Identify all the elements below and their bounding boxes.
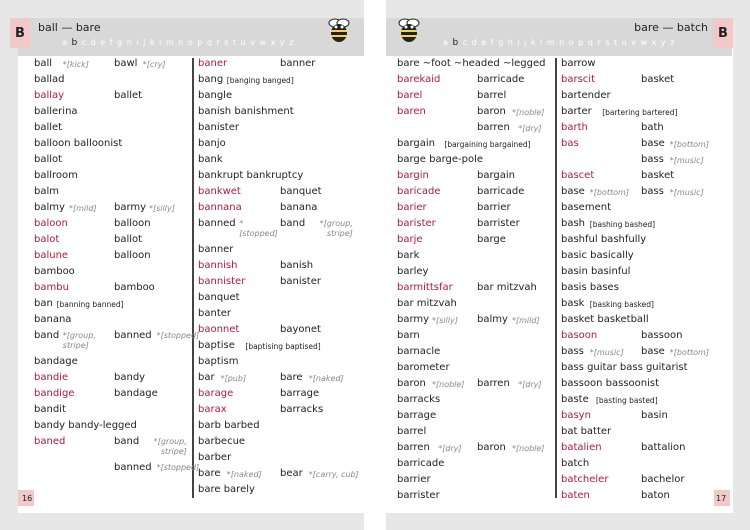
headword: barrister xyxy=(397,490,440,501)
left-guide-words: ball — bare xyxy=(38,21,101,34)
alphabet-current: b xyxy=(71,38,79,48)
headword: bassoon bassoonist xyxy=(561,378,660,389)
left-letter-tab: B xyxy=(10,18,30,48)
meaning-note: *[carry, cub] xyxy=(308,470,359,479)
correct-spelling: band xyxy=(280,218,306,229)
meaning-note: *[group, stripe] xyxy=(153,437,187,456)
headword: barter xyxy=(561,106,592,117)
headword: banister xyxy=(198,122,239,133)
correct-spelling: banned xyxy=(114,462,152,473)
misspelling: barel xyxy=(397,90,423,101)
correct-spelling: barge xyxy=(477,234,506,245)
headword: bang xyxy=(198,74,224,85)
headword: ballet xyxy=(34,122,63,133)
correct-spelling: baton xyxy=(641,490,670,501)
misspelling: batcheler xyxy=(561,474,609,485)
headword: bashful bashfully xyxy=(561,234,647,245)
headword: bankrupt bankruptcy xyxy=(198,170,304,181)
headword: baste xyxy=(561,394,589,405)
headword: bark xyxy=(397,250,420,261)
misspelling: bankwet xyxy=(198,186,241,197)
headword: baptise xyxy=(198,340,235,351)
headword: barn xyxy=(397,330,420,341)
correct-spelling: bawl xyxy=(114,58,138,69)
meaning-note: *[mild] xyxy=(69,204,97,213)
correct-spelling: basket xyxy=(641,170,675,181)
misspelling: balune xyxy=(34,250,69,261)
correct-spelling: banquet xyxy=(280,186,322,197)
correct-spelling: balmy xyxy=(477,314,508,325)
headword: barrel xyxy=(397,426,427,437)
meaning-note: *[dry] xyxy=(438,444,462,453)
misspelling: barier xyxy=(397,202,427,213)
meaning-note: *[dry] xyxy=(518,124,542,133)
misspelling: basyn xyxy=(561,410,591,421)
misspelling: bambu xyxy=(34,282,69,293)
headword: barometer xyxy=(397,362,450,373)
headword: banter xyxy=(198,308,231,319)
headword: ballroom xyxy=(34,170,78,181)
headword: baptism xyxy=(198,356,239,367)
headword: bare ~foot ~headed ~legged xyxy=(397,58,546,69)
meaning-note: *[naked] xyxy=(308,374,344,383)
headword: barge barge-pole xyxy=(397,154,484,165)
alphabet-after: c d e f g h i j k l m n o p q r s t u v w x y z xyxy=(81,38,295,47)
meaning-note: *[music] xyxy=(669,156,704,165)
correct-spelling: battalion xyxy=(641,442,686,453)
misspelling: barekaid xyxy=(397,74,441,85)
right-alphabet-strip xyxy=(443,38,675,48)
correct-spelling: banned xyxy=(114,330,152,341)
headword: barb barbed xyxy=(198,420,260,431)
correct-spelling: ballot xyxy=(114,234,143,245)
meaning-note: *[stopped] xyxy=(156,463,200,472)
right-letter-tab: B xyxy=(713,18,733,48)
headword: balm xyxy=(34,186,59,197)
headword: barber xyxy=(198,452,232,463)
correct-spelling: banner xyxy=(280,58,316,69)
misspelling: balot xyxy=(34,234,60,245)
left-page-number: 16 xyxy=(22,494,33,503)
misspelling: barje xyxy=(397,234,423,245)
headword: bare barely xyxy=(198,484,255,495)
correct-spelling: ballet xyxy=(114,90,143,101)
correct-spelling: bachelor xyxy=(641,474,685,485)
misspelling: bandige xyxy=(34,388,75,399)
correct-spelling: baron xyxy=(477,106,506,117)
correct-spelling: basket xyxy=(641,74,675,85)
misspelling: bas xyxy=(561,138,579,149)
inflection-note: [baptising baptised] xyxy=(245,342,321,351)
headword: ballerina xyxy=(34,106,78,117)
headword: ban xyxy=(34,298,53,309)
misspelling: barax xyxy=(198,404,227,415)
inflection-note: [banning banned] xyxy=(56,300,124,309)
bee-icon xyxy=(325,15,353,45)
meaning-note: *[pub] xyxy=(220,374,247,383)
correct-spelling: bass xyxy=(641,186,664,197)
headword: bar mitzvah xyxy=(397,298,457,309)
misspelling: barmittsfar xyxy=(397,282,453,293)
misspelling: ballay xyxy=(34,90,65,101)
correct-spelling: bassoon xyxy=(641,330,683,341)
misspelling: batalien xyxy=(561,442,602,453)
column-divider xyxy=(192,58,194,498)
misspelling: baner xyxy=(198,58,228,69)
misspelling: baten xyxy=(561,490,590,501)
word-column-1 xyxy=(34,58,200,498)
alphabet-before: a xyxy=(62,38,68,47)
correct-spelling: barrage xyxy=(280,388,320,399)
correct-spelling: baron xyxy=(477,442,506,453)
headword: ballad xyxy=(34,74,65,85)
headword: bandy bandy-legged xyxy=(34,420,137,431)
headword: banquet xyxy=(198,292,240,303)
meaning-note: *[stopped] xyxy=(156,331,200,340)
correct-spelling: bear xyxy=(280,468,303,479)
meaning-note: *[stopped] xyxy=(239,219,278,238)
inflection-note: [bashing bashed] xyxy=(589,220,656,229)
headword: barrier xyxy=(397,474,431,485)
right-guide-words: bare — batch xyxy=(634,21,708,34)
headword: basement xyxy=(561,202,611,213)
meaning-note: *[noble] xyxy=(432,380,465,389)
headword: baron xyxy=(397,378,426,389)
misspelling: bannish xyxy=(198,260,238,271)
headword: bask xyxy=(561,298,585,309)
headword: barbecue xyxy=(198,436,246,447)
word-column-4 xyxy=(561,58,711,501)
misspelling: barscit xyxy=(561,74,595,85)
headword: ball xyxy=(34,58,53,69)
headword: base xyxy=(561,186,585,197)
headword: balloon balloonist xyxy=(34,138,123,149)
meaning-note: *[noble] xyxy=(512,108,545,117)
headword: barren xyxy=(397,442,430,453)
headword: basin basinful xyxy=(561,266,631,277)
misspelling: barth xyxy=(561,122,588,133)
inflection-note: [banging banged] xyxy=(226,76,294,85)
correct-spelling: banana xyxy=(280,202,318,213)
meaning-note: *[bottom] xyxy=(589,188,629,197)
meaning-note: *[group, stripe] xyxy=(62,331,96,350)
correct-spelling: balloon xyxy=(114,218,151,229)
misspelling: baonnet xyxy=(198,324,240,335)
meaning-note: *[music] xyxy=(669,188,704,197)
misspelling: bannana xyxy=(198,202,242,213)
meaning-note: *[noble] xyxy=(512,444,545,453)
headword: barmy xyxy=(397,314,430,325)
headword: bass xyxy=(561,346,584,357)
alphabet-before: a xyxy=(443,38,449,47)
headword: barley xyxy=(397,266,429,277)
headword: bar xyxy=(198,372,215,383)
misspelling: barage xyxy=(198,388,234,399)
correct-spelling: bath xyxy=(641,122,664,133)
word-column-2 xyxy=(198,58,362,498)
inflection-note: [basking basked] xyxy=(589,300,654,309)
meaning-note: *[dry] xyxy=(518,380,542,389)
left-alphabet-strip xyxy=(62,38,294,48)
headword: basis bases xyxy=(561,282,619,293)
headword: banned xyxy=(198,218,236,229)
meaning-note: *[kick] xyxy=(62,60,89,69)
correct-spelling: band xyxy=(114,436,140,447)
correct-spelling: bandy xyxy=(114,372,146,383)
headword: bandit xyxy=(34,404,66,415)
headword: batch xyxy=(561,458,590,469)
headword: ballot xyxy=(34,154,63,165)
correct-spelling: barricade xyxy=(477,186,525,197)
meaning-note: *[naked] xyxy=(226,470,262,479)
inflection-note: [bargaining bargained] xyxy=(444,140,531,149)
headword: basket basketball xyxy=(561,314,649,325)
misspelling: basoon xyxy=(561,330,598,341)
meaning-note: *[silly] xyxy=(149,204,175,213)
misspelling: barister xyxy=(397,218,436,229)
correct-spelling: barren xyxy=(477,378,510,389)
headword: bamboo xyxy=(34,266,75,277)
meaning-note: *[music] xyxy=(589,348,624,357)
misspelling: baricade xyxy=(397,186,441,197)
misspelling: bargin xyxy=(397,170,429,181)
word-column-3 xyxy=(397,58,553,501)
correct-spelling: barrier xyxy=(477,202,511,213)
headword: barricade xyxy=(397,458,445,469)
correct-spelling: bamboo xyxy=(114,282,155,293)
correct-spelling: base xyxy=(641,346,665,357)
inflection-note: [bartering bartered] xyxy=(602,108,678,117)
correct-spelling: bandage xyxy=(114,388,158,399)
headword: bangle xyxy=(198,90,233,101)
meaning-note: *[bottom] xyxy=(669,348,709,357)
correct-spelling: bare xyxy=(280,372,303,383)
inflection-note: [basting basted] xyxy=(596,396,658,405)
misspelling: baren xyxy=(397,106,426,117)
correct-spelling: balloon xyxy=(114,250,151,261)
correct-spelling: bargain xyxy=(477,170,516,181)
headword: bare xyxy=(198,468,221,479)
misspelling: baned xyxy=(34,436,66,447)
correct-spelling: barren xyxy=(477,122,510,133)
correct-spelling: barmy xyxy=(114,202,147,213)
headword: balmy xyxy=(34,202,65,213)
headword: band xyxy=(34,330,60,341)
right-page-number: 17 xyxy=(716,494,727,503)
misspelling: bannister xyxy=(198,276,246,287)
headword: banana xyxy=(34,314,72,325)
headword: barracks xyxy=(397,394,441,405)
headword: banner xyxy=(198,244,234,255)
correct-spelling: barricade xyxy=(477,74,525,85)
correct-spelling: base xyxy=(641,138,665,149)
correct-spelling: bar mitzvah xyxy=(477,282,537,293)
meaning-note: *[bottom] xyxy=(669,140,709,149)
misspelling: bandie xyxy=(34,372,69,383)
headword: barrow xyxy=(561,58,596,69)
column-divider xyxy=(555,58,557,498)
headword: banjo xyxy=(198,138,226,149)
meaning-note: *[group, stripe] xyxy=(319,219,353,238)
correct-spelling: banister xyxy=(280,276,321,287)
correct-spelling: bass xyxy=(641,154,664,165)
misspelling: baloon xyxy=(34,218,68,229)
headword: bash xyxy=(561,218,586,229)
headword: barnacle xyxy=(397,346,441,357)
bee-icon xyxy=(395,15,423,45)
headword: bargain xyxy=(397,138,436,149)
correct-spelling: barracks xyxy=(280,404,324,415)
headword: bat batter xyxy=(561,426,612,437)
alphabet-after: c d e f g h i j k l m n o p q r s t u v w x y z xyxy=(462,38,676,47)
headword: barrage xyxy=(397,410,437,421)
headword: bank xyxy=(198,154,223,165)
misspelling: bascet xyxy=(561,170,595,181)
correct-spelling: barrister xyxy=(477,218,520,229)
headword: banish banishment xyxy=(198,106,294,117)
meaning-note: *[mild] xyxy=(512,316,540,325)
alphabet-current: b xyxy=(452,38,460,48)
correct-spelling: bayonet xyxy=(280,324,321,335)
meaning-note: *[silly] xyxy=(432,316,458,325)
headword: basic basically xyxy=(561,250,634,261)
headword: bass guitar bass guitarist xyxy=(561,362,688,373)
meaning-note: *[cry] xyxy=(142,60,166,69)
headword: bartender xyxy=(561,90,611,101)
correct-spelling: banish xyxy=(280,260,314,271)
correct-spelling: basin xyxy=(641,410,668,421)
headword: bandage xyxy=(34,356,78,367)
correct-spelling: barrel xyxy=(477,90,507,101)
